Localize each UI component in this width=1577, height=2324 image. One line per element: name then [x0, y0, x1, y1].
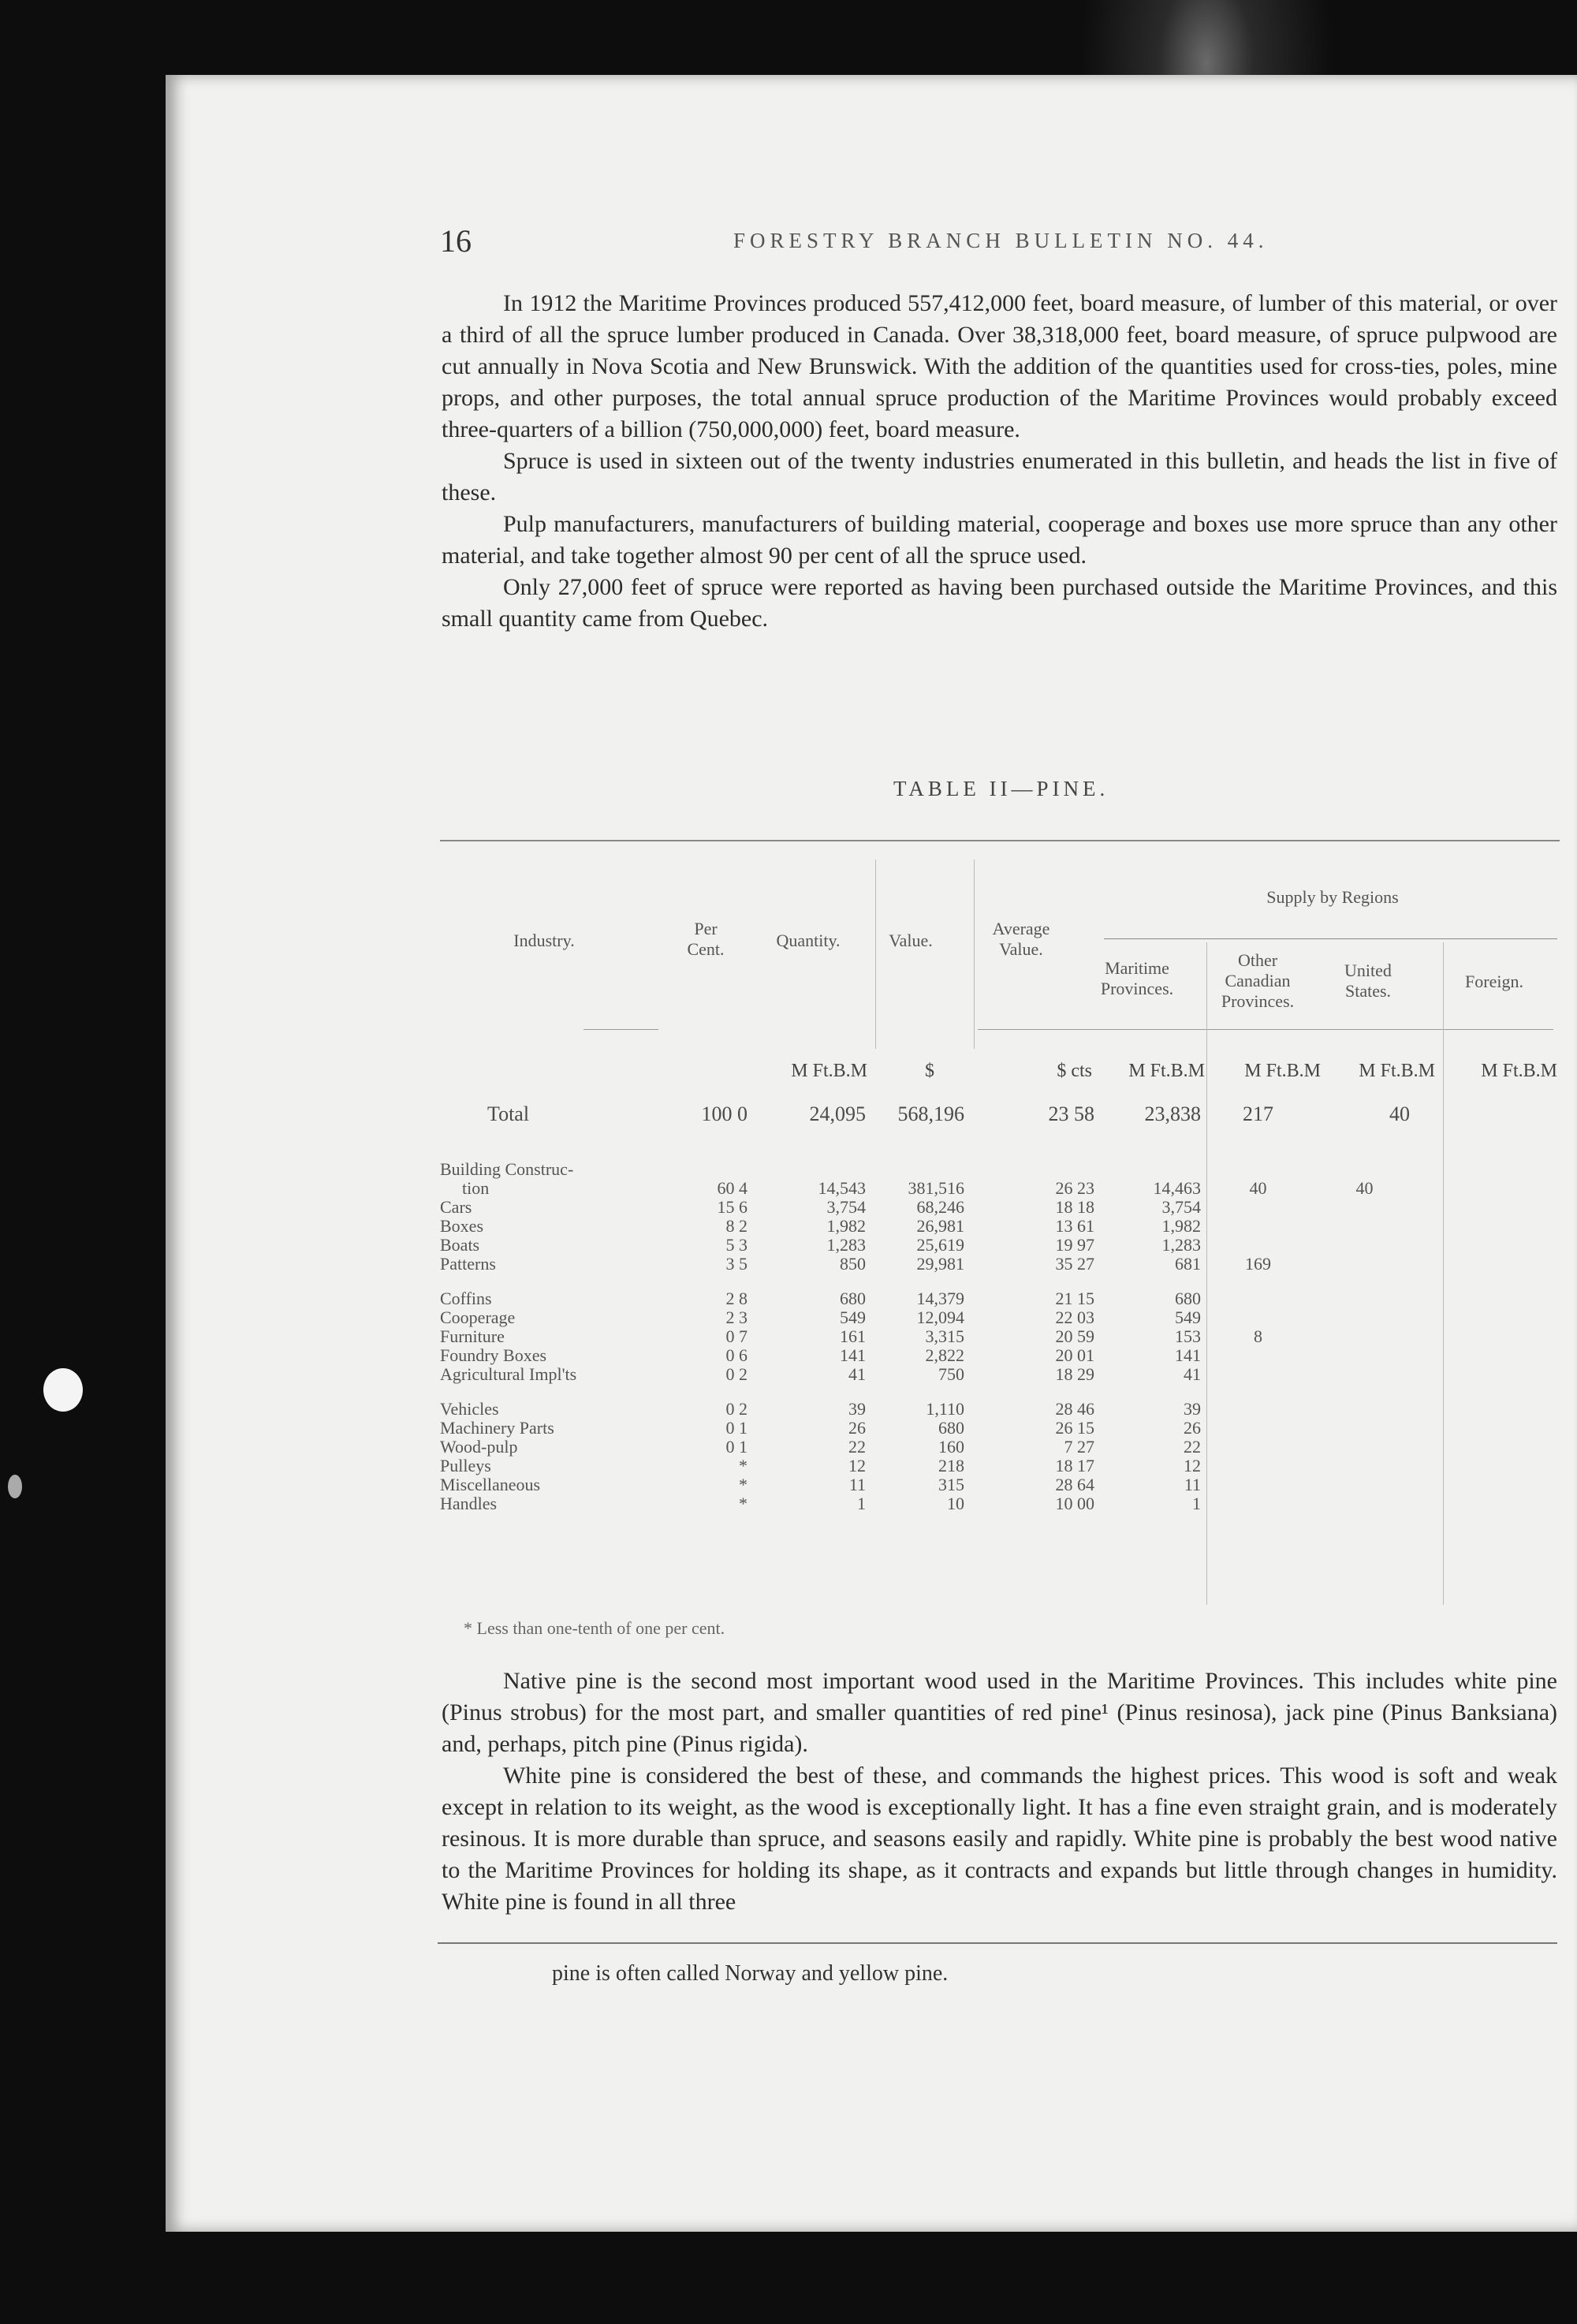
row-per-cent: 0 2 [725, 1364, 747, 1384]
row-per-cent: 0 7 [725, 1326, 747, 1346]
row-average-value: 21 15 [1055, 1289, 1094, 1308]
row-value: 750 [938, 1364, 964, 1384]
paragraph: Pulp manufacturers, manufacturers of building material, cooperage and boxes use more spruce than any other material, and take together almost 90 per cent of all the spruce used. [442, 511, 1557, 569]
row-value: 381,516 [908, 1178, 964, 1198]
row-industry: Miscellaneous [440, 1475, 541, 1494]
row-quantity: 850 [840, 1254, 866, 1274]
table-row [440, 1197, 1560, 1216]
row-average-value: 28 46 [1055, 1399, 1094, 1419]
row-industry: Vehicles [440, 1399, 499, 1419]
row-per-cent: 8 2 [725, 1216, 747, 1236]
total-value: 568,196 [897, 1102, 964, 1125]
intro-text [442, 288, 1557, 635]
row-other-canadian: 40 [1249, 1178, 1267, 1198]
row-average-value: 18 18 [1055, 1197, 1094, 1217]
row-per-cent: 2 8 [725, 1289, 747, 1308]
table-row [440, 1159, 1560, 1178]
row-industry: Pulleys [440, 1456, 491, 1475]
row-industry: Foundry Boxes [440, 1345, 547, 1365]
row-industry: Boats [440, 1235, 480, 1255]
table-title: TABLE II—PINE. [893, 777, 1109, 800]
table-footnote: * Less than one-tenth of one per cent. [464, 1618, 725, 1638]
row-value: 2,822 [925, 1345, 964, 1365]
table-row [440, 1178, 1560, 1197]
row-industry: Cars [440, 1197, 472, 1217]
row-per-cent: * [739, 1456, 747, 1475]
table-row [440, 1364, 1560, 1383]
row-average-value: 26 15 [1055, 1418, 1094, 1438]
unit-value: $ [925, 1061, 934, 1081]
row-industry: Handles [440, 1494, 498, 1513]
row-maritime: 1,283 [1161, 1235, 1201, 1255]
unit-foreign: M Ft.B.M [1481, 1061, 1557, 1081]
row-per-cent: 15 6 [717, 1197, 747, 1217]
row-quantity: 680 [840, 1289, 866, 1308]
row-maritime: 14,463 [1153, 1178, 1201, 1198]
table-row [440, 1494, 1560, 1513]
table-row [440, 1475, 1560, 1494]
row-value: 3,315 [925, 1326, 964, 1346]
row-quantity: 1 [857, 1494, 866, 1513]
row-other-canadian: 169 [1245, 1254, 1271, 1274]
col-header-foreign: Foreign. [1465, 972, 1523, 991]
col-header-value: Value. [889, 931, 933, 950]
table-row [440, 1216, 1560, 1235]
row-maritime: 141 [1175, 1345, 1201, 1365]
row-per-cent: 5 3 [725, 1235, 747, 1255]
paragraph: Only 27,000 feet of spruce were reported as having been purchased outside the Maritime Provinces, and this small quantity came from Quebec. [442, 574, 1557, 632]
total-label: Total [487, 1102, 530, 1125]
row-per-cent: 2 3 [725, 1307, 747, 1327]
row-quantity: 161 [840, 1326, 866, 1346]
row-industry: tion [462, 1178, 490, 1198]
row-maritime: 549 [1175, 1307, 1201, 1327]
total-united-states: 40 [1389, 1102, 1410, 1125]
row-maritime: 12 [1184, 1456, 1201, 1475]
table-row [440, 1307, 1560, 1326]
row-industry: Agricultural Impl'ts [440, 1364, 577, 1384]
row-value: 10 [947, 1494, 964, 1513]
row-industry: Cooperage [440, 1307, 516, 1327]
row-maritime: 680 [1175, 1289, 1201, 1308]
row-average-value: 35 27 [1055, 1254, 1094, 1274]
table-row [440, 1418, 1560, 1437]
unit-other-canadian: M Ft.B.M [1244, 1061, 1321, 1081]
table-row [440, 1437, 1560, 1456]
row-quantity: 1,982 [826, 1216, 866, 1236]
row-value: 218 [938, 1456, 964, 1475]
row-value: 14,379 [916, 1289, 964, 1308]
page-footnote: pine is often called Norway and yellow pine. [552, 1961, 949, 1986]
row-maritime: 39 [1184, 1399, 1201, 1419]
row-average-value: 20 01 [1055, 1345, 1094, 1365]
row-average-value: 19 97 [1055, 1235, 1094, 1255]
scan-speck [43, 1368, 83, 1412]
total-maritime: 23,838 [1144, 1102, 1201, 1125]
total-per-cent: 100 0 [701, 1102, 747, 1125]
row-average-value: 10 00 [1055, 1494, 1094, 1513]
row-value: 12,094 [916, 1307, 964, 1327]
row-quantity: 14,543 [818, 1178, 866, 1198]
row-quantity: 22 [848, 1437, 866, 1457]
paragraph: In 1912 the Maritime Provinces produced 557,412,000 feet, board measure, of lumber of this material, or over a third of all the spruce lumber produced in Canada. Over 38,318,000 feet, board measure, of spruce pulpwood are cut annually in Nova Scotia and New Brunswick. With the addition of the quantities used for cross-ties, poles, mine props, and other purposes, the total annual spruce production of the Maritime Provinces would probably exceed three-quarters of a billion (750,000,000) feet, board measure. [442, 290, 1557, 442]
unit-maritime: M Ft.B.M [1128, 1061, 1205, 1081]
row-per-cent: 0 6 [725, 1345, 747, 1365]
total-quantity: 24,095 [809, 1102, 866, 1125]
row-maritime: 41 [1184, 1364, 1201, 1384]
paragraph: Native pine is the second most important wood used in the Maritime Provinces. This includes white pine (Pinus strobus) for the most part, and smaller quantities of red pine¹ (Pinus resinosa), jack pine (Pinus Banksiana) and, perhaps, pitch pine (Pinus rigida). [442, 1668, 1557, 1757]
col-header-other-canadian: Other Canadian Provinces. [1221, 950, 1295, 1011]
row-maritime: 11 [1184, 1475, 1201, 1494]
row-average-value: 18 17 [1055, 1456, 1094, 1475]
row-per-cent: 0 1 [725, 1437, 747, 1457]
row-quantity: 141 [840, 1345, 866, 1365]
row-industry: Coffins [440, 1289, 492, 1308]
footnote-rule [438, 1942, 1557, 1944]
row-per-cent: 60 4 [717, 1178, 747, 1198]
row-quantity: 1,283 [826, 1235, 866, 1255]
row-value: 29,981 [916, 1254, 964, 1274]
row-average-value: 26 23 [1055, 1178, 1094, 1198]
row-per-cent: 0 1 [725, 1418, 747, 1438]
column-divider [974, 860, 975, 1049]
row-quantity: 549 [840, 1307, 866, 1327]
table-top-rule [440, 840, 1560, 841]
closing-text [442, 1666, 1557, 1918]
row-value: 26,981 [916, 1216, 964, 1236]
table-row [440, 1254, 1560, 1273]
row-industry: Machinery Parts [440, 1418, 554, 1438]
col-header-industry: Industry. [513, 931, 575, 950]
row-average-value: 7 27 [1064, 1437, 1094, 1457]
table-row [440, 1289, 1560, 1307]
row-maritime: 3,754 [1161, 1197, 1201, 1217]
row-value: 25,619 [916, 1235, 964, 1255]
table-row [440, 1235, 1560, 1254]
row-maritime: 1 [1192, 1494, 1201, 1513]
row-per-cent: * [739, 1475, 747, 1494]
running-title: FORESTRY BRANCH BULLETIN NO. 44. [733, 229, 1269, 252]
supply-by-regions-header: Supply by Regions [1266, 887, 1399, 907]
row-industry: Patterns [440, 1254, 496, 1274]
row-industry: Wood-pulp [440, 1437, 518, 1457]
row-industry: Furniture [440, 1326, 505, 1346]
header-rule [978, 1029, 1553, 1030]
unit-united-states: M Ft.B.M [1359, 1061, 1435, 1081]
group-header-rule [1104, 938, 1557, 939]
table-row [440, 1456, 1560, 1475]
row-per-cent: 3 5 [725, 1254, 747, 1274]
col-header-average-value: Average Value. [992, 919, 1050, 959]
row-quantity: 12 [848, 1456, 866, 1475]
paragraph: White pine is considered the best of these, and commands the highest prices. This wood is soft and weak except in relation to its weight, as the wood is exceptionally light. It has a fine even straight grain, and is moderately resinous. It is more durable than spruce, and seasons easily and rapidly. White pine is probably the best wood native to the Maritime Provinces for holding its shape, as it contracts and expands but little through changes in humidity. White pine is found in all three [442, 1763, 1557, 1915]
total-average-value: 23 58 [1048, 1102, 1094, 1125]
row-quantity: 39 [848, 1399, 866, 1419]
row-industry: Boxes [440, 1216, 483, 1236]
scan-speck [8, 1475, 22, 1498]
row-average-value: 22 03 [1055, 1307, 1094, 1327]
row-maritime: 1,982 [1161, 1216, 1201, 1236]
row-average-value: 13 61 [1055, 1216, 1094, 1236]
table-row [440, 1399, 1560, 1418]
page-number: 16 [440, 223, 472, 259]
row-value: 315 [938, 1475, 964, 1494]
row-quantity: 26 [848, 1418, 866, 1438]
row-united-states: 40 [1355, 1178, 1374, 1198]
row-value: 160 [938, 1437, 964, 1457]
row-quantity: 3,754 [826, 1197, 866, 1217]
col-header-united-states: United States. [1344, 961, 1392, 1001]
row-industry: Building Construc- [440, 1159, 574, 1179]
row-value: 1,110 [926, 1399, 964, 1419]
unit-average-value: $ cts [1057, 1061, 1092, 1081]
row-per-cent: 0 2 [725, 1399, 747, 1419]
table-row [440, 1345, 1560, 1364]
row-quantity: 11 [848, 1475, 866, 1494]
col-header-quantity: Quantity. [776, 931, 841, 950]
row-average-value: 18 29 [1055, 1364, 1094, 1384]
column-divider [875, 860, 876, 1049]
table-row [440, 1326, 1560, 1345]
row-maritime: 22 [1184, 1437, 1201, 1457]
row-maritime: 681 [1175, 1254, 1201, 1274]
row-other-canadian: 8 [1254, 1326, 1262, 1346]
row-quantity: 41 [848, 1364, 866, 1384]
row-average-value: 28 64 [1055, 1475, 1094, 1494]
row-per-cent: * [739, 1494, 747, 1513]
col-header-per-cent: Per Cent. [687, 919, 725, 959]
total-other-canadian: 217 [1243, 1102, 1273, 1125]
header-rule [583, 1029, 658, 1030]
table-total-row [440, 1102, 1560, 1126]
unit-quantity: M Ft.B.M [791, 1061, 867, 1081]
row-average-value: 20 59 [1055, 1326, 1094, 1346]
row-maritime: 26 [1184, 1418, 1201, 1438]
row-maritime: 153 [1175, 1326, 1201, 1346]
row-value: 680 [938, 1418, 964, 1438]
paragraph: Spruce is used in sixteen out of the twenty industries enumerated in this bulletin, and heads the list in five of these. [442, 448, 1557, 505]
row-value: 68,246 [916, 1197, 964, 1217]
col-header-maritime: Maritime Provinces. [1100, 958, 1174, 998]
